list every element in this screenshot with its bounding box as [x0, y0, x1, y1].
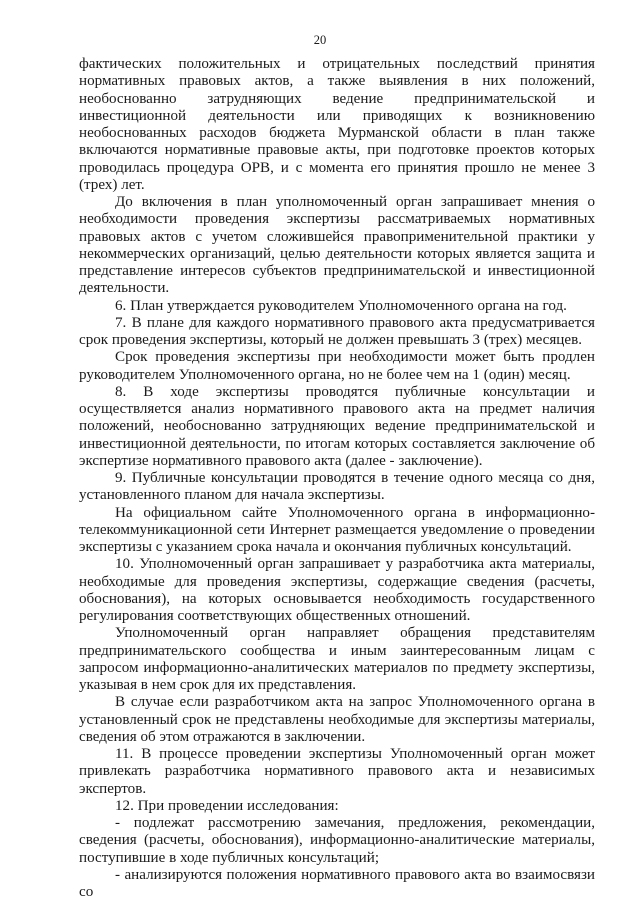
paragraph-item-12: 12. При проведении исследования: — [115, 797, 339, 814]
paragraph-item-11: 11. В процессе проведении экспертизы Уполномоченный орган может привлекать разработчика нормативного правового акта и независимых экспертов. — [79, 746, 595, 797]
paragraph-item-8: 8. В ходе экспертизы проводятся публичные консультации и осуществляется анализ нормативного правового акта на предмет наличия положений, необоснованно затрудняющих ведение предпринимательской и инвестиционной деятельности, по итогам которых составляется заключение об экспертизе нормативного правового акта (далее - заключение). — [79, 383, 595, 469]
paragraph-list-item: - подлежат рассмотрению замечания, предложения, рекомендации, сведения (расчеты, обоснования), информационно-аналитические материалы, поступившие в ходе публичных консультаций; — [79, 815, 595, 866]
paragraph-website-notice: На официальном сайте Уполномоченного органа в информационно-телекоммуникационной сети Интернет размещается уведомление о проведении экспертизы с указанием срока начала и окончания публичных консультаций. — [79, 504, 595, 555]
paragraph-missing-materials: В случае если разработчиком акта на запрос Уполномоченного органа в установленный срок не представлены необходимые для экспертизы материалы, сведения об этом отражаются в заключении. — [79, 694, 595, 745]
paragraph-item-10: 10. Уполномоченный орган запрашивает у разработчика акта материалы, необходимые для проведения экспертизы, содержащие сведения (расчеты, обоснования), на которых основывается необходимость государственного регулирования соответствующих общественных отношений. — [79, 556, 595, 624]
paragraph-term-extension: Срок проведения экспертизы при необходимости может быть продлен руководителем Уполномоченного органа, но не более чем на 1 (один) месяц. — [79, 349, 595, 383]
paragraph-item-7: 7. В плане для каждого нормативного правового акта предусматривается срок проведения экспертизы, который не должен превышать 3 (трех) месяцев. — [79, 314, 595, 348]
document-body — [79, 56, 595, 901]
page-number: 20 — [313, 33, 327, 47]
paragraph-item-6: 6. План утверждается руководителем Уполномоченного органа на год. — [115, 297, 567, 314]
paragraph-business-requests: Уполномоченный орган направляет обращения представителям предпринимательского сообщества и иным заинтересованным лицам с запросом информационно-аналитических материалов по предмету экспертизы, указывая в нем срок для их представления. — [79, 625, 595, 693]
paragraph-list-item: - анализируются положения нормативного правового акта во взаимосвязи со — [79, 866, 595, 900]
paragraph-consultation-request: До включения в план уполномоченный орган запрашивает мнения о необходимости проведения экспертизы рассматриваемых нормативных правовых актов с учетом сложившейся правоприменительной практики у некоммерческих организаций, целью деятельности которых является защита и представление интересов субъектов предпринимательской и инвестиционной деятельности. — [79, 194, 595, 297]
paragraph-item-9: 9. Публичные консультации проводятся в течение одного месяца со дня, установленного планом для начала экспертизы. — [79, 470, 595, 504]
paragraph-continuation: фактических положительных и отрицательных последствий принятия нормативных правовых актов, а также выявления в них положений, необоснованно затрудняющих ведение предпринимательской и инвестиционной деятельности или приводящих к возникновению необоснованных расходов бюджета Мурманской области в план также включаются нормативные правовые акты, при подготовке проектов которых проводилась процедура ОРВ, и с момента его принятия прошло не менее 3 (трех) лет. — [79, 56, 595, 193]
